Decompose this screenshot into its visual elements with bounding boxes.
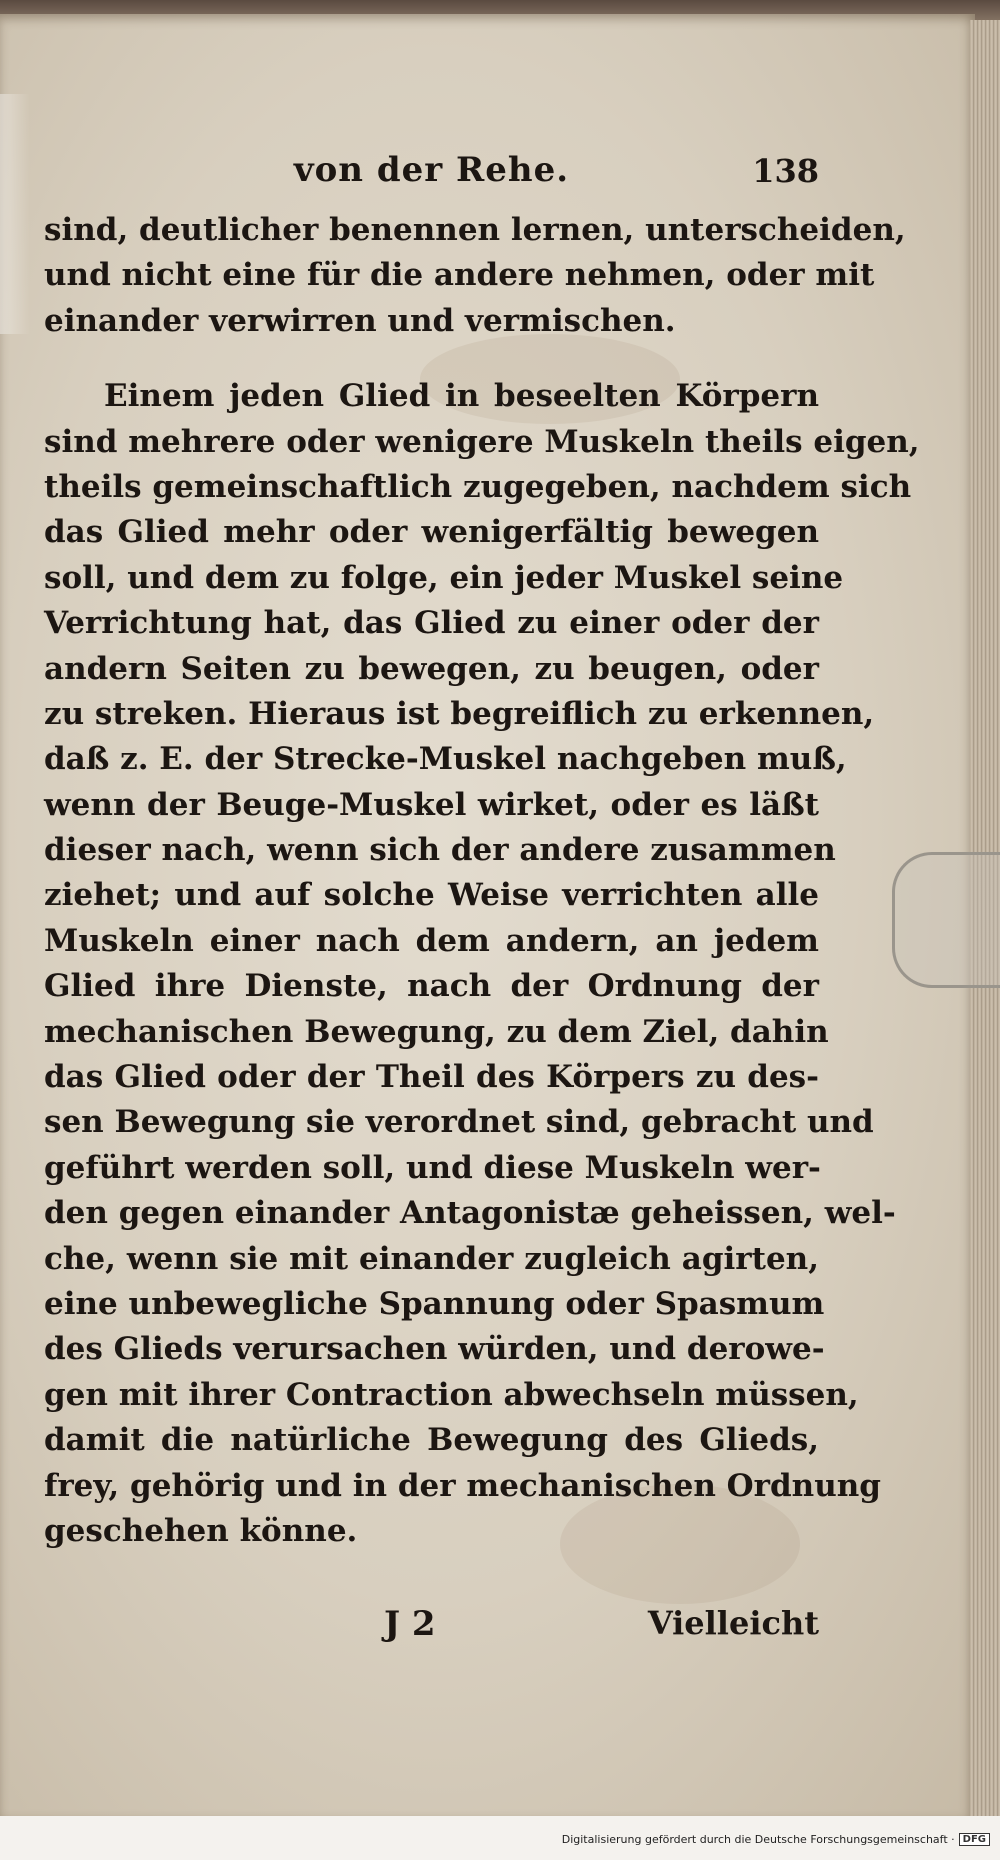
text-line: gen mit ihrer Contraction abwechseln müssen,	[44, 1376, 859, 1413]
paper-tear	[0, 94, 30, 334]
text-line: mechanischen Bewegung, zu dem Ziel, dahin	[44, 1013, 829, 1050]
text-line: ziehet; und auf solche Weise verrichten alle	[44, 877, 819, 914]
text-line: Einem jeden Glied in beseelten Körpern	[104, 378, 819, 415]
text-line: wenn der Beuge-Muskel wirket, oder es läßt	[44, 786, 819, 823]
text-line: frey, gehörig und in der mechanischen Ordnung	[44, 1467, 881, 1504]
page-footer	[44, 1604, 819, 1649]
text-line: che, wenn sie mit einander zugleich agirten,	[44, 1240, 819, 1277]
signature-mark: J 2	[384, 1604, 436, 1645]
text-line: und nicht eine für die andere nehmen, oder mit	[44, 257, 875, 294]
text-line: theils gemeinschaftlich zugegeben, nachdem sich	[44, 468, 912, 505]
text-line: Muskeln einer nach dem andern, an jedem	[44, 922, 819, 959]
text-line: damit die natürliche Bewegung des Glieds,	[44, 1422, 819, 1459]
text-line: sind mehrere oder wenigere Muskeln theils eigen,	[44, 423, 920, 460]
text-line: Verrichtung hat, das Glied zu einer oder der	[44, 605, 819, 642]
page-number: 138	[752, 152, 819, 190]
paragraph-2	[44, 374, 920, 1554]
text-line: zu streken. Hieraus ist begreiflich zu erkennen,	[44, 695, 875, 732]
scanner-clip	[892, 852, 1000, 988]
text-line: soll, und dem zu folge, ein jeder Muskel seine	[44, 559, 844, 596]
text-line: eine unbewegliche Spannung oder Spasmum	[44, 1285, 825, 1322]
text-line: daß z. E. der Strecke-Muskel nachgeben muß,	[44, 741, 847, 778]
catchword: Vielleicht	[647, 1604, 819, 1643]
text-line: sen Bewegung sie verordnet sind, gebracht und	[44, 1104, 874, 1141]
dfg-logo: DFG	[959, 1833, 990, 1846]
digitization-credit	[562, 1833, 990, 1846]
text-line: des Glieds verursachen würden, und derowe-	[44, 1331, 825, 1368]
text-line: das Glied mehr oder wenigerfältig bewegen	[44, 514, 819, 551]
credit-bar	[0, 1816, 1000, 1860]
text-line: andern Seiten zu bewegen, zu beugen, oder	[44, 650, 819, 687]
credit-text: Digitalisierung gefördert durch die Deutsche Forschungsgemeinschaft ·	[561, 1833, 955, 1846]
text-line: sind, deutlicher benennen lernen, unterscheiden,	[44, 212, 906, 248]
text-line: dieser nach, wenn sich der andere zusammen	[44, 832, 836, 869]
paragraph-1	[44, 208, 906, 344]
page-text	[44, 150, 920, 1649]
running-head-title: von der Rehe.	[293, 150, 570, 190]
text-line: Glied ihre Dienste, nach der Ordnung der	[44, 968, 819, 1005]
text-line: einander verwirren und vermischen.	[44, 302, 676, 339]
running-head	[44, 150, 819, 206]
text-line: geschehen könne.	[44, 1512, 358, 1549]
text-line: das Glied oder der Theil des Körpers zu des-	[44, 1059, 819, 1096]
text-line: geführt werden soll, und diese Muskeln wer-	[44, 1149, 821, 1186]
text-line: den gegen einander Antagonistæ geheissen, wel-	[44, 1195, 896, 1232]
